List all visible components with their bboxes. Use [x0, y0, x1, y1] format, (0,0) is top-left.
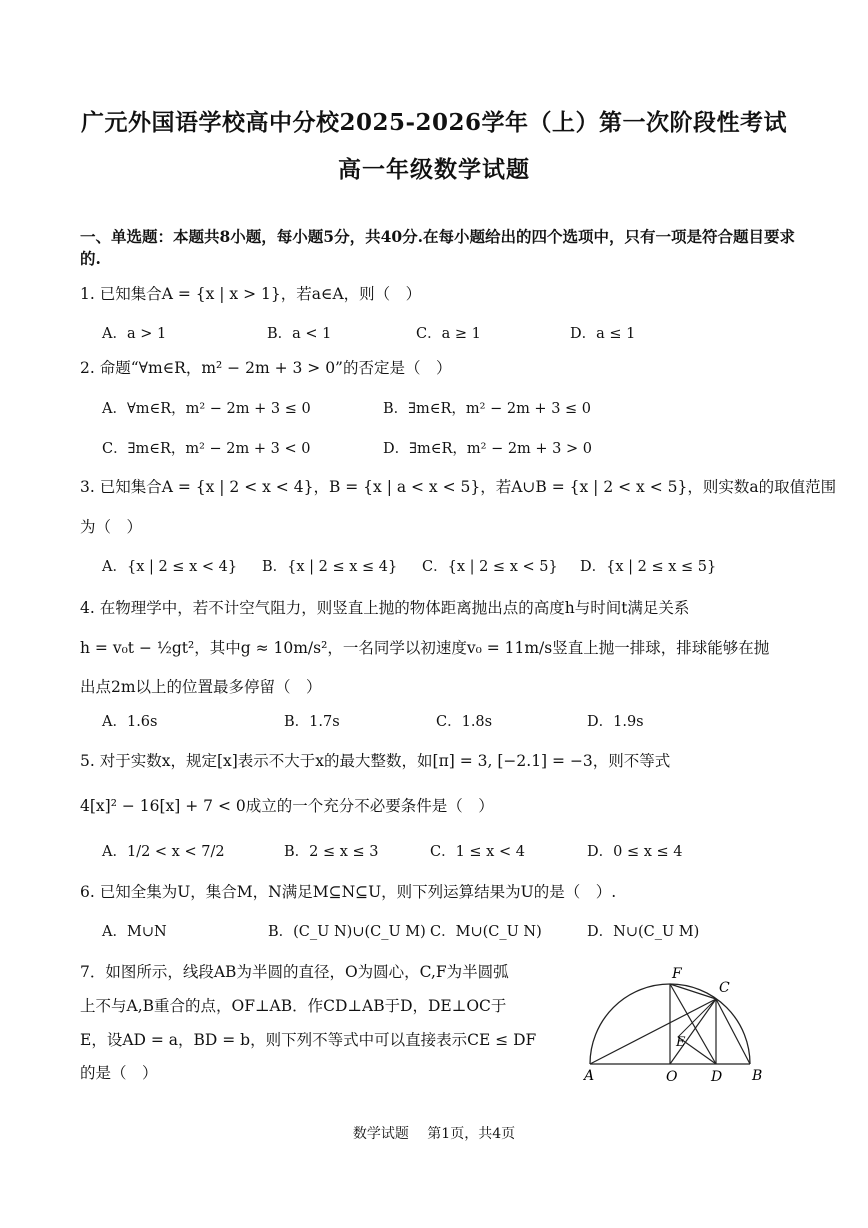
question-3-stem-line-1: 3. 已知集合A = {x | 2 < x < 4}，B = {x | a < x < 5}，若A∪B = {x | 2 < x < 5}，则实数a的取值范围	[80, 478, 837, 496]
question-3-option-c: C．{x | 2 ≤ x < 5}	[422, 559, 558, 575]
label-c: C	[719, 980, 730, 996]
label-a: A	[584, 1068, 595, 1084]
question-5-stem-line-2: 4[x]² − 16[x] + 7 < 0成立的一个充分不必要条件是（ ）	[80, 797, 494, 815]
segment-oc	[670, 999, 716, 1064]
label-e: E	[676, 1035, 686, 1050]
label-d: D	[711, 1069, 723, 1085]
question-5-option-a: A．1/2 < x < 7/2	[102, 844, 225, 860]
question-1-stem: 1. 已知集合A = {x | x > 1}，若a∈A，则（ ）	[80, 285, 422, 303]
question-4-option-d: D．1.9s	[587, 714, 644, 730]
question-2-option-c: C．∃m∈R，m² − 2m + 3 < 0	[102, 441, 311, 457]
question-6-option-d: D．N∪(C_U M)	[587, 924, 700, 940]
question-6-option-a: A．M∪N	[102, 924, 167, 940]
question-2-option-d: D．∃m∈R，m² − 2m + 3 > 0	[383, 441, 592, 457]
question-7-stem-line-3: E，设AD = a，BD = b，则下列不等式中可以直接表示CE ≤ DF	[80, 1031, 537, 1049]
question-3-option-d: D．{x | 2 ≤ x ≤ 5}	[580, 559, 717, 575]
label-o: O	[666, 1069, 678, 1085]
question-7-stem-line-1: 7．如图所示，线段AB为半圆的直径，O为圆心，C,F为半圆弧	[80, 963, 509, 981]
question-4-stem-line-1: 4. 在物理学中，若不计空气阻力，则竖直上抛的物体距离抛出点的高度h与时间t满足关系	[80, 599, 690, 617]
question-3-option-a: A．{x | 2 ≤ x < 4}	[102, 559, 238, 575]
question-5-option-c: C．1 ≤ x < 4	[430, 844, 525, 860]
question-4-option-b: B．1.7s	[284, 714, 340, 730]
question-1-option-a: A．a > 1	[102, 326, 167, 342]
page-footer: 数学试题 第1页，共4页	[352, 1126, 516, 1142]
question-7-stem-line-4: 的是（ ）	[80, 1064, 158, 1082]
question-4-stem-line-3: 出点2m以上的位置最多停留（ ）	[80, 678, 322, 696]
question-2-option-a: A．∀m∈R，m² − 2m + 3 ≤ 0	[102, 401, 311, 417]
segment-cb	[716, 999, 750, 1064]
page-title: 广元外国语学校高中分校2025-2026学年（上）第一次阶段性考试	[80, 109, 788, 136]
question-6-option-b: B．(C_U N)∪(C_U M)	[268, 924, 426, 940]
segment-fd	[670, 984, 716, 1064]
question-1-option-c: C．a ≥ 1	[416, 326, 481, 342]
question-3-stem-line-2: 为（ ）	[80, 518, 143, 536]
page-subtitle: 高一年级数学试题	[338, 156, 530, 183]
question-2-stem: 2. 命题“∀m∈R，m² − 2m + 3 > 0”的否定是（ ）	[80, 359, 452, 377]
question-1-option-d: D．a ≤ 1	[570, 326, 636, 342]
question-6-option-c: C．M∪(C_U N)	[430, 924, 542, 940]
question-4-option-a: A．1.6s	[102, 714, 158, 730]
label-b: B	[752, 1068, 763, 1084]
question-2-option-b: B．∃m∈R，m² − 2m + 3 ≤ 0	[383, 401, 592, 417]
label-f: F	[672, 966, 682, 982]
question-3-option-b: B．{x | 2 ≤ x ≤ 4}	[262, 559, 398, 575]
question-7-stem-line-2: 上不与A,B重合的点，OF⊥AB．作CD⊥AB于D，DE⊥OC于	[80, 997, 507, 1015]
question-5-stem-line-1: 5. 对于实数x，规定[x]表示不大于x的最大整数，如[π] = 3, [−2.1] = −3，则不等式	[80, 752, 671, 770]
question-4-option-c: C．1.8s	[436, 714, 493, 730]
section-heading: 一、单选题：本题共8小题，每小题5分，共40分.在每小题给出的四个选项中，只有一项是符合题目要求的.	[80, 227, 796, 268]
question-6-stem: 6. 已知全集为U，集合M，N满足M⊆N⊆U，则下列运算结果为U的是（ ）.	[80, 883, 617, 901]
semicircle-figure	[582, 960, 782, 1090]
question-1-option-b: B．a < 1	[267, 326, 332, 342]
question-4-stem-line-2: h = v₀t − ½gt²，其中g ≈ 10m/s²，一名同学以初速度v₀ = 11m/s竖直上抛一排球，排球能够在抛	[80, 639, 770, 657]
question-5-option-b: B．2 ≤ x ≤ 3	[284, 844, 379, 860]
question-5-option-d: D．0 ≤ x ≤ 4	[587, 844, 683, 860]
